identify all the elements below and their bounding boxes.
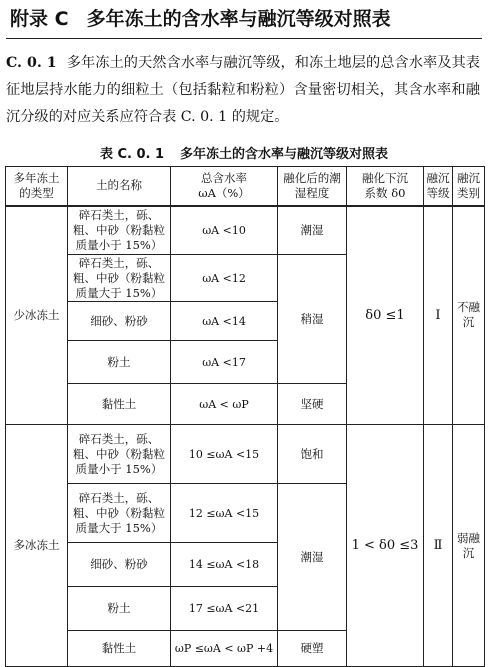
wetness-cell: 硬塑 (278, 631, 347, 667)
soil-cell: 碎石类土，砾、粗、中砂（粉黏粒质量大于 15%） (68, 255, 171, 302)
clause-number: C. 0. 1 (6, 55, 57, 71)
soil-cell: 细砂、粉砂 (68, 543, 171, 587)
water-cell: 14 ≤ωA <18 (171, 543, 278, 587)
appendix-title: 多年冻土的含水率与融沉等级对照表 (86, 8, 391, 30)
group-type-cell: 多冰冻土 (6, 425, 68, 667)
wetness-cell: 饱和 (278, 425, 347, 484)
clause-paragraph (6, 50, 480, 131)
wetness-cell: 潮湿 (278, 484, 347, 631)
header-coef-line1: 融化下沉 (362, 170, 408, 185)
header-coef-line2: 系数 δ0 (364, 185, 406, 200)
header-coefficient (347, 167, 424, 206)
soil-cell: 粉土 (68, 341, 171, 384)
heading-divider (6, 38, 482, 39)
water-cell: 10 ≤ωA <15 (171, 425, 278, 484)
soil-cell: 黏性土 (68, 384, 171, 425)
table-row (6, 206, 485, 255)
header-soil: 土的名称 (68, 167, 171, 206)
water-cell: 12 ≤ωA <15 (171, 484, 278, 543)
wetness-cell: 稍湿 (278, 255, 347, 384)
category-cell: 弱融沉 (453, 425, 485, 667)
header-type: 多年冻土的类型 (6, 167, 68, 206)
header-grade: 融沉等级 (424, 167, 453, 206)
water-cell: ωA <14 (171, 302, 278, 341)
water-cell: ωP ≤ωA < ωP +4 (171, 631, 278, 667)
water-cell: 17 ≤ωA <21 (171, 587, 278, 631)
water-content-table (5, 166, 485, 667)
header-water-line1: 总含水率 (201, 170, 247, 185)
coefficient-cell: δ0 ≤1 (347, 206, 424, 425)
header-water-line2: ωA（%） (198, 185, 250, 200)
soil-cell: 碎石类土，砾、粗、中砂（粉黏粒质量小于 15%） (68, 206, 171, 255)
clause-text: 多年冻土的天然含水率与融沉等级，和冻土地层的总含水率及其表征地层持水能力的细粒土（包括黏粒和粉粒）含量密切相关，其含水率和融沉分级的对应关系应符合表 C. 0. 1 的规定。 (6, 55, 480, 125)
soil-cell: 细砂、粉砂 (68, 302, 171, 341)
water-cell: ωA <10 (171, 206, 278, 255)
header-water (171, 167, 278, 206)
soil-cell: 碎石类土，砾、粗、中砂（粉黏粒质量大于 15%） (68, 484, 171, 543)
header-wetness: 融化后的潮湿程度 (278, 167, 347, 206)
header-category: 融沉类别 (453, 167, 485, 206)
category-cell: 不融沉 (453, 206, 485, 425)
appendix-heading (10, 6, 480, 32)
table-row (6, 425, 485, 484)
appendix-code: 附录 C (10, 8, 69, 30)
water-cell: ωA <17 (171, 341, 278, 384)
group-type-cell: 少冰冻土 (6, 206, 68, 425)
water-cell: ωA <12 (171, 255, 278, 302)
water-cell: ωA < ωP (171, 384, 278, 425)
table-caption (0, 143, 488, 162)
table-header-row (6, 167, 485, 206)
grade-cell: Ⅰ (424, 206, 453, 425)
table-number: 表 C. 0. 1 (99, 147, 165, 162)
coefficient-cell: 1 < δ0 ≤3 (347, 425, 424, 667)
soil-cell: 碎石类土，砾、粗、中砂（粉黏粒质量小于 15%） (68, 425, 171, 484)
table-title: 多年冻土的含水率与融沉等级对照表 (180, 147, 389, 162)
wetness-cell: 坚硬 (278, 384, 347, 425)
grade-cell: Ⅱ (424, 425, 453, 667)
soil-cell: 粉土 (68, 587, 171, 631)
wetness-cell: 潮湿 (278, 206, 347, 255)
soil-cell: 黏性土 (68, 631, 171, 667)
